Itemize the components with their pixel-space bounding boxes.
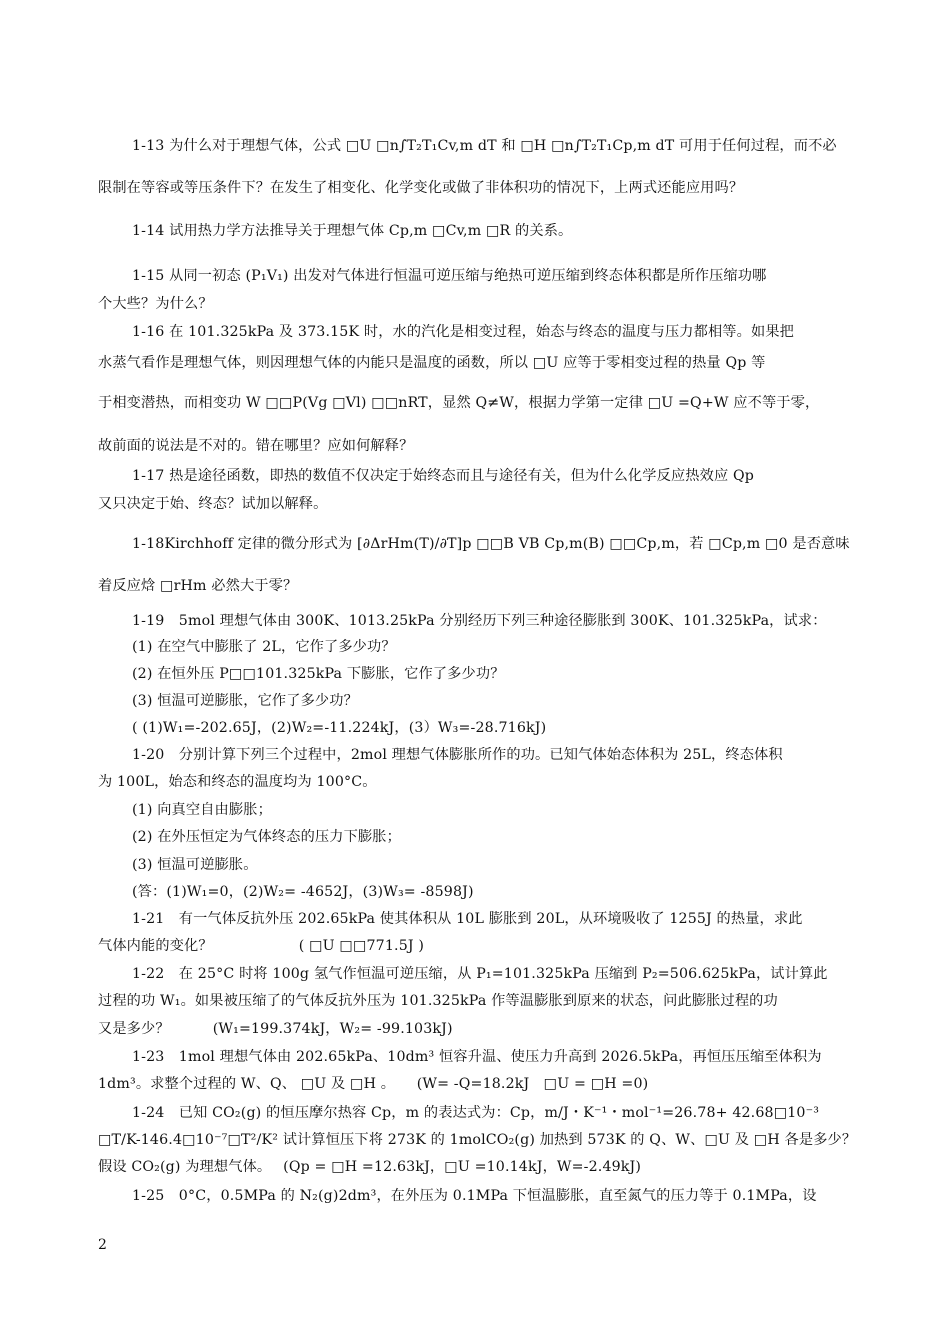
text-line: 过程的功 W₁。如果被压缩了的气体反抗外压为 101.325kPa 作等温膨胀到原来的状态，问此膨胀过程的功 <box>98 993 778 1009</box>
text-line: (1) 向真空自由膨胀； <box>132 802 272 818</box>
text-line: 1-15 从同一初态 (P₁V₁) 出发对气体进行恒温可逆压缩与绝热可逆压缩到终态体积都是所作压缩功哪 <box>132 268 767 284</box>
text-line: □T/K-146.4□10⁻⁷□T²/K² 试计算恒压下将 273K 的 1molCO₂(g) 加热到 573K 的 Q、W、□U 及 □H 各是多少？ <box>98 1132 857 1148</box>
text-line: (1) 在空气中膨胀了 2L，它作了多少功？ <box>132 639 396 655</box>
text-line: (3) 恒温可逆膨胀，它作了多少功？ <box>132 693 358 709</box>
text-line: 于相变潜热，而相变功 W □□P(Vg □Vl) □□nRT，显然 Q≠W，根据力学第一定律 □U =Q+W 应不等于零， <box>98 395 820 411</box>
text-line: (3) 恒温可逆膨胀。 <box>132 857 258 873</box>
text-line: 1-14 试用热力学方法推导关于理想气体 Cp,m □Cv,m □R 的关系。 <box>132 223 573 239</box>
text-line: 1-22 在 25°C 时将 100g 氢气作恒温可逆压缩，从 P₁=101.325kPa 压缩到 P₂=506.625kPa，试计算此 <box>132 966 828 982</box>
text-line: 1-25 0°C，0.5MPa 的 N₂(g)2dm³，在外压为 0.1MPa 下恒温膨胀，直至氮气的压力等于 0.1MPa，设 <box>132 1188 817 1204</box>
text-line: 1-20 分别计算下列三个过程中，2mol 理想气体膨胀所作的功。已知气体始态体积为 25L，终态体积 <box>132 747 783 763</box>
text-line: 1-21 有一气体反抗外压 202.65kPa 使其体积从 10L 膨胀到 20L，从环境吸收了 1255J 的热量，求此 <box>132 911 803 927</box>
text-line: 1-19 5mol 理想气体由 300K、1013.25kPa 分别经历下列三种途径膨胀到 300K、101.325kPa，试求： <box>132 613 827 629</box>
text-line: 1-18Kirchhoff 定律的微分形式为 [∂ΔrHm(T)/∂T]p □□B VB Cp,m(B) □□Cp,m，若 □Cp,m □0 是否意味 <box>132 536 850 552</box>
text-line: 故前面的说法是不对的。错在哪里？应如何解释？ <box>98 438 414 454</box>
text-line: 又是多少？ (W₁=199.374kJ，W₂= -99.103kJ) <box>98 1021 453 1037</box>
text-line: 限制在等容或等压条件下？在发生了相变化、化学变化或做了非体积功的情况下，上两式还能应用吗？ <box>98 180 744 196</box>
text-line: 1-24 已知 CO₂(g) 的恒压摩尔热容 Cp，m 的表达式为：Cp，m/J・K⁻¹・mol⁻¹=26.78+ 42.68□10⁻³ <box>132 1105 820 1121</box>
text-line: 1-23 1mol 理想气体由 202.65kPa、10dm³ 恒容升温、使压力升高到 2026.5kPa，再恒压压缩至体积为 <box>132 1049 822 1065</box>
text-line: 1dm³。求整个过程的 W、Q、 □U 及 □H 。 (W= -Q=18.2kJ □U = □H =0) <box>98 1076 649 1092</box>
text-line: 个大些？为什么？ <box>98 296 213 312</box>
text-line: (2) 在恒外压 P□□101.325kPa 下膨胀，它作了多少功？ <box>132 666 505 682</box>
text-line: ( (1)W₁=-202.65J，(2)W₂=-11.224kJ，(3）W₃=-28.716kJ) <box>132 720 547 736</box>
text-line: (2) 在外压恒定为气体终态的压力下膨胀； <box>132 829 401 845</box>
page-number: 2 <box>98 1237 107 1253</box>
text-line: 又只决定于始、终态？试加以解释。 <box>98 496 328 512</box>
text-line: (答：(1)W₁=0，(2)W₂= -4652J，(3)W₃= -8598J) <box>132 884 474 900</box>
text-line: 1-16 在 101.325kPa 及 373.15K 时，水的汽化是相变过程，始态与终态的温度与压力都相等。如果把 <box>132 324 794 340</box>
text-line: 为 100L，始态和终态的温度均为 100°C。 <box>98 774 377 790</box>
text-line: 气体内能的变化？ ( □U □□771.5J ) <box>98 938 425 954</box>
text-line: 假设 CO₂(g) 为理想气体。 (Qp = □H =12.63kJ，□U =10.14kJ，W=-2.49kJ) <box>98 1159 642 1175</box>
text-line: 1-13 为什么对于理想气体，公式 □U □n∫T₂T₁Cv,m dT 和 □H □n∫T₂T₁Cp,m dT 可用于任何过程，而不必 <box>132 138 837 154</box>
text-line: 着反应焓 □rHm 必然大于零？ <box>98 578 298 594</box>
text-line: 水蒸气看作是理想气体，则因理想气体的内能只是温度的函数，所以 □U 应等于零相变过程的热量 Qp 等 <box>98 355 766 371</box>
text-line: 1-17 热是途径函数，即热的数值不仅决定于始终态而且与途径有关，但为什么化学反应热效应 Qp <box>132 468 754 484</box>
